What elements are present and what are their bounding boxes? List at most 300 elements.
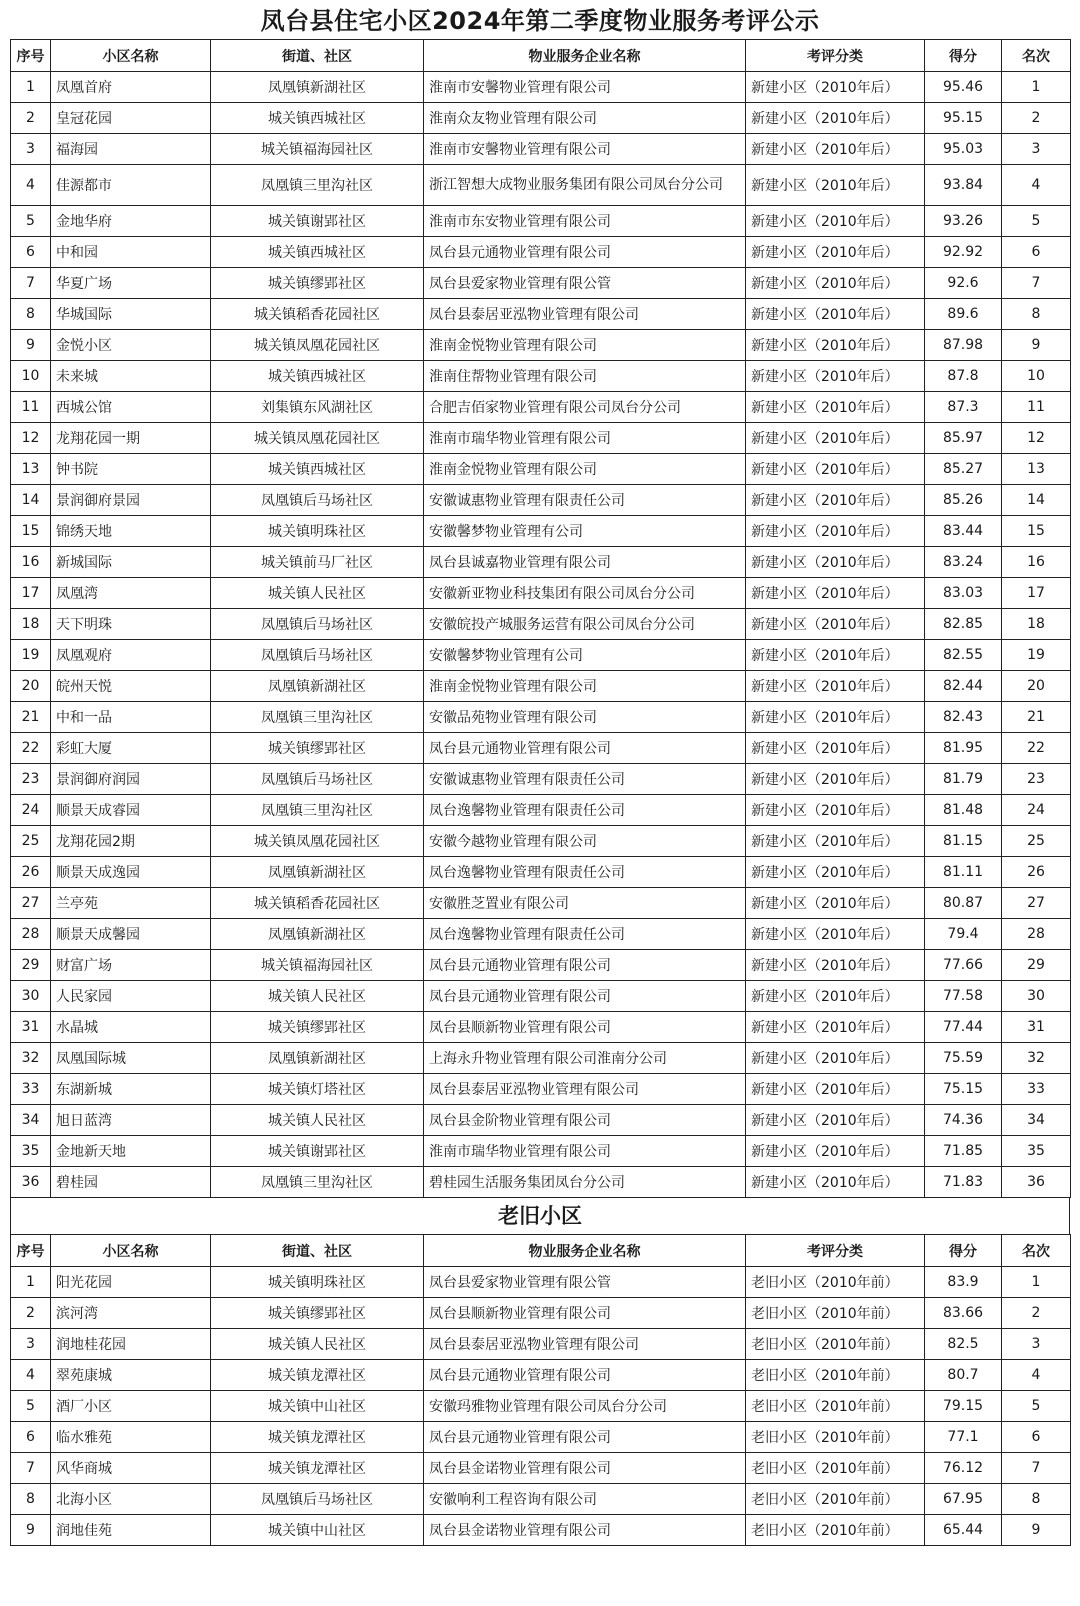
cell-no: 26 bbox=[11, 857, 51, 888]
cell-rank: 8 bbox=[1002, 299, 1071, 330]
table-row bbox=[11, 299, 1071, 330]
cell-name: 福海园 bbox=[51, 134, 211, 165]
table-row bbox=[11, 1422, 1071, 1453]
page-title: 凤台县住宅小区2024年第二季度物业服务考评公示 bbox=[260, 7, 820, 35]
cell-rank: 7 bbox=[1002, 268, 1071, 299]
cell-company: 安徽新亚物业科技集团有限公司凤台分公司 bbox=[424, 578, 746, 609]
cell-no: 1 bbox=[11, 1267, 51, 1298]
cell-category: 新建小区（2010年后） bbox=[746, 165, 925, 206]
cell-no: 17 bbox=[11, 578, 51, 609]
cell-rank: 6 bbox=[1002, 237, 1071, 268]
cell-no: 27 bbox=[11, 888, 51, 919]
cell-street: 城关镇人民社区 bbox=[211, 1329, 424, 1360]
cell-company: 凤台县泰居亚泓物业管理有限公司 bbox=[424, 299, 746, 330]
cell-name: 龙翔花园2期 bbox=[51, 826, 211, 857]
header-company: 物业服务企业名称 bbox=[424, 1235, 746, 1267]
cell-rank: 13 bbox=[1002, 454, 1071, 485]
cell-name: 阳光花园 bbox=[51, 1267, 211, 1298]
cell-category: 老旧小区（2010年前） bbox=[746, 1484, 925, 1515]
cell-company: 凤台县泰居亚泓物业管理有限公司 bbox=[424, 1329, 746, 1360]
cell-street: 城关镇福海园社区 bbox=[211, 134, 424, 165]
cell-rank: 23 bbox=[1002, 764, 1071, 795]
cell-no: 20 bbox=[11, 671, 51, 702]
cell-category: 新建小区（2010年后） bbox=[746, 1012, 925, 1043]
table-row bbox=[11, 919, 1071, 950]
cell-score: 92.6 bbox=[925, 268, 1002, 299]
cell-no: 11 bbox=[11, 392, 51, 423]
header-score: 得分 bbox=[925, 40, 1002, 72]
cell-no: 2 bbox=[11, 1298, 51, 1329]
cell-score: 85.27 bbox=[925, 454, 1002, 485]
table-row bbox=[11, 206, 1071, 237]
cell-company: 淮南金悦物业管理有限公司 bbox=[424, 671, 746, 702]
cell-no: 8 bbox=[11, 1484, 51, 1515]
cell-category: 老旧小区（2010年前） bbox=[746, 1360, 925, 1391]
header-category: 考评分类 bbox=[746, 40, 925, 72]
header-rank: 名次 bbox=[1002, 40, 1071, 72]
cell-rank: 32 bbox=[1002, 1043, 1071, 1074]
table-row bbox=[11, 516, 1071, 547]
cell-score: 65.44 bbox=[925, 1515, 1002, 1546]
cell-name: 润地佳苑 bbox=[51, 1515, 211, 1546]
table-row bbox=[11, 237, 1071, 268]
cell-no: 35 bbox=[11, 1136, 51, 1167]
new-communities-table bbox=[10, 39, 1071, 1198]
cell-name: 新城国际 bbox=[51, 547, 211, 578]
cell-no: 18 bbox=[11, 609, 51, 640]
cell-score: 93.26 bbox=[925, 206, 1002, 237]
cell-score: 82.5 bbox=[925, 1329, 1002, 1360]
cell-name: 彩虹大厦 bbox=[51, 733, 211, 764]
cell-name: 未来城 bbox=[51, 361, 211, 392]
cell-street: 城关镇西城社区 bbox=[211, 103, 424, 134]
cell-street: 城关镇中山社区 bbox=[211, 1391, 424, 1422]
cell-street: 凤凰镇后马场社区 bbox=[211, 485, 424, 516]
cell-rank: 2 bbox=[1002, 1298, 1071, 1329]
cell-score: 83.66 bbox=[925, 1298, 1002, 1329]
cell-category: 新建小区（2010年后） bbox=[746, 609, 925, 640]
cell-no: 6 bbox=[11, 237, 51, 268]
cell-rank: 4 bbox=[1002, 165, 1071, 206]
cell-street: 城关镇缪郢社区 bbox=[211, 1012, 424, 1043]
cell-no: 34 bbox=[11, 1105, 51, 1136]
cell-category: 新建小区（2010年后） bbox=[746, 330, 925, 361]
cell-name: 顺景天成睿园 bbox=[51, 795, 211, 826]
cell-no: 9 bbox=[11, 330, 51, 361]
cell-score: 85.97 bbox=[925, 423, 1002, 454]
table-row bbox=[11, 1360, 1071, 1391]
cell-score: 95.46 bbox=[925, 72, 1002, 103]
cell-no: 33 bbox=[11, 1074, 51, 1105]
cell-no: 7 bbox=[11, 268, 51, 299]
table-row bbox=[11, 764, 1071, 795]
cell-name: 华城国际 bbox=[51, 299, 211, 330]
cell-category: 新建小区（2010年后） bbox=[746, 950, 925, 981]
cell-name: 临水雅苑 bbox=[51, 1422, 211, 1453]
cell-score: 71.83 bbox=[925, 1167, 1002, 1198]
cell-company: 凤台逸馨物业管理有限责任公司 bbox=[424, 857, 746, 888]
cell-street: 城关镇凤凰花园社区 bbox=[211, 330, 424, 361]
cell-name: 金悦小区 bbox=[51, 330, 211, 361]
cell-company: 碧桂园生活服务集团凤台分公司 bbox=[424, 1167, 746, 1198]
table-header-row bbox=[11, 40, 1071, 72]
cell-no: 19 bbox=[11, 640, 51, 671]
cell-score: 83.44 bbox=[925, 516, 1002, 547]
cell-no: 10 bbox=[11, 361, 51, 392]
cell-score: 79.4 bbox=[925, 919, 1002, 950]
cell-name: 景润御府景园 bbox=[51, 485, 211, 516]
cell-street: 凤凰镇新湖社区 bbox=[211, 1043, 424, 1074]
cell-street: 城关镇谢郢社区 bbox=[211, 1136, 424, 1167]
cell-company: 淮南众友物业管理有限公司 bbox=[424, 103, 746, 134]
cell-street: 凤凰镇新湖社区 bbox=[211, 671, 424, 702]
cell-street: 凤凰镇后马场社区 bbox=[211, 609, 424, 640]
cell-score: 77.66 bbox=[925, 950, 1002, 981]
cell-name: 翠苑康城 bbox=[51, 1360, 211, 1391]
cell-category: 新建小区（2010年后） bbox=[746, 764, 925, 795]
cell-category: 新建小区（2010年后） bbox=[746, 299, 925, 330]
cell-company: 凤台县金诺物业管理有限公司 bbox=[424, 1453, 746, 1484]
cell-company: 安徽诚惠物业管理有限责任公司 bbox=[424, 764, 746, 795]
header-category: 考评分类 bbox=[746, 1235, 925, 1267]
table-row bbox=[11, 134, 1071, 165]
cell-company: 安徽品苑物业管理有限公司 bbox=[424, 702, 746, 733]
cell-name: 碧桂园 bbox=[51, 1167, 211, 1198]
table-row bbox=[11, 857, 1071, 888]
cell-street: 城关镇福海园社区 bbox=[211, 950, 424, 981]
cell-name: 人民家园 bbox=[51, 981, 211, 1012]
cell-category: 新建小区（2010年后） bbox=[746, 237, 925, 268]
cell-category: 新建小区（2010年后） bbox=[746, 826, 925, 857]
cell-rank: 4 bbox=[1002, 1360, 1071, 1391]
cell-company: 淮南市东安物业管理有限公司 bbox=[424, 206, 746, 237]
table-row bbox=[11, 361, 1071, 392]
cell-name: 风华商城 bbox=[51, 1453, 211, 1484]
cell-category: 新建小区（2010年后） bbox=[746, 1074, 925, 1105]
cell-no: 31 bbox=[11, 1012, 51, 1043]
cell-no: 3 bbox=[11, 1329, 51, 1360]
cell-score: 82.85 bbox=[925, 609, 1002, 640]
table-row bbox=[11, 1484, 1071, 1515]
cell-category: 新建小区（2010年后） bbox=[746, 423, 925, 454]
cell-score: 83.9 bbox=[925, 1267, 1002, 1298]
cell-company: 淮南市瑞华物业管理有限公司 bbox=[424, 1136, 746, 1167]
cell-street: 凤凰镇后马场社区 bbox=[211, 764, 424, 795]
cell-category: 新建小区（2010年后） bbox=[746, 72, 925, 103]
cell-score: 75.59 bbox=[925, 1043, 1002, 1074]
cell-rank: 1 bbox=[1002, 72, 1071, 103]
header-name: 小区名称 bbox=[51, 1235, 211, 1267]
cell-street: 城关镇谢郢社区 bbox=[211, 206, 424, 237]
cell-rank: 12 bbox=[1002, 423, 1071, 454]
cell-company: 安徽诚惠物业管理有限责任公司 bbox=[424, 485, 746, 516]
cell-no: 13 bbox=[11, 454, 51, 485]
cell-name: 西城公馆 bbox=[51, 392, 211, 423]
cell-name: 兰亭苑 bbox=[51, 888, 211, 919]
cell-name: 凤凰国际城 bbox=[51, 1043, 211, 1074]
table-row bbox=[11, 1074, 1071, 1105]
cell-name: 凤凰观府 bbox=[51, 640, 211, 671]
cell-rank: 35 bbox=[1002, 1136, 1071, 1167]
cell-company: 凤台县爱家物业管理有限公管 bbox=[424, 268, 746, 299]
cell-score: 81.95 bbox=[925, 733, 1002, 764]
cell-category: 新建小区（2010年后） bbox=[746, 1043, 925, 1074]
cell-street: 城关镇稻香花园社区 bbox=[211, 888, 424, 919]
cell-street: 城关镇西城社区 bbox=[211, 237, 424, 268]
cell-rank: 33 bbox=[1002, 1074, 1071, 1105]
cell-company: 安徽皖投产城服务运营有限公司凤台分公司 bbox=[424, 609, 746, 640]
cell-rank: 6 bbox=[1002, 1422, 1071, 1453]
cell-company: 凤台县金阶物业管理有限公司 bbox=[424, 1105, 746, 1136]
cell-street: 凤凰镇新湖社区 bbox=[211, 72, 424, 103]
cell-score: 82.43 bbox=[925, 702, 1002, 733]
cell-rank: 27 bbox=[1002, 888, 1071, 919]
cell-category: 老旧小区（2010年前） bbox=[746, 1329, 925, 1360]
cell-name: 水晶城 bbox=[51, 1012, 211, 1043]
header-company: 物业服务企业名称 bbox=[424, 40, 746, 72]
cell-category: 新建小区（2010年后） bbox=[746, 1167, 925, 1198]
cell-no: 7 bbox=[11, 1453, 51, 1484]
cell-no: 22 bbox=[11, 733, 51, 764]
cell-company: 安徽玛雅物业管理有限公司凤台分公司 bbox=[424, 1391, 746, 1422]
cell-rank: 5 bbox=[1002, 206, 1071, 237]
cell-name: 顺景天成逸园 bbox=[51, 857, 211, 888]
cell-company: 凤台县泰居亚泓物业管理有限公司 bbox=[424, 1074, 746, 1105]
cell-name: 皇冠花园 bbox=[51, 103, 211, 134]
cell-street: 凤凰镇后马场社区 bbox=[211, 1484, 424, 1515]
cell-company: 淮南住帮物业管理有限公司 bbox=[424, 361, 746, 392]
cell-score: 82.44 bbox=[925, 671, 1002, 702]
cell-category: 新建小区（2010年后） bbox=[746, 888, 925, 919]
header-score: 得分 bbox=[925, 1235, 1002, 1267]
table-row bbox=[11, 1391, 1071, 1422]
cell-street: 刘集镇东风湖社区 bbox=[211, 392, 424, 423]
header-no: 序号 bbox=[11, 40, 51, 72]
cell-rank: 21 bbox=[1002, 702, 1071, 733]
cell-street: 城关镇缪郢社区 bbox=[211, 1298, 424, 1329]
cell-score: 77.1 bbox=[925, 1422, 1002, 1453]
cell-street: 城关镇人民社区 bbox=[211, 981, 424, 1012]
cell-street: 凤凰镇新湖社区 bbox=[211, 857, 424, 888]
cell-company: 凤台县元通物业管理有限公司 bbox=[424, 981, 746, 1012]
table-row bbox=[11, 1043, 1071, 1074]
table-row bbox=[11, 1298, 1071, 1329]
cell-company: 淮南金悦物业管理有限公司 bbox=[424, 330, 746, 361]
cell-score: 89.6 bbox=[925, 299, 1002, 330]
cell-score: 80.7 bbox=[925, 1360, 1002, 1391]
cell-company: 凤台县元通物业管理有限公司 bbox=[424, 1360, 746, 1391]
cell-company: 凤台县顺新物业管理有限公司 bbox=[424, 1012, 746, 1043]
cell-no: 15 bbox=[11, 516, 51, 547]
cell-score: 82.55 bbox=[925, 640, 1002, 671]
cell-no: 24 bbox=[11, 795, 51, 826]
table-row bbox=[11, 578, 1071, 609]
cell-score: 87.8 bbox=[925, 361, 1002, 392]
cell-score: 81.48 bbox=[925, 795, 1002, 826]
cell-no: 6 bbox=[11, 1422, 51, 1453]
cell-name: 龙翔花园一期 bbox=[51, 423, 211, 454]
table-row bbox=[11, 702, 1071, 733]
cell-company: 安徽响利工程咨询有限公司 bbox=[424, 1484, 746, 1515]
cell-name: 锦绣天地 bbox=[51, 516, 211, 547]
cell-rank: 36 bbox=[1002, 1167, 1071, 1198]
cell-street: 城关镇前马厂社区 bbox=[211, 547, 424, 578]
cell-score: 85.26 bbox=[925, 485, 1002, 516]
cell-company: 上海永升物业管理有限公司淮南分公司 bbox=[424, 1043, 746, 1074]
table-row bbox=[11, 640, 1071, 671]
cell-rank: 1 bbox=[1002, 1267, 1071, 1298]
cell-score: 77.58 bbox=[925, 981, 1002, 1012]
cell-category: 新建小区（2010年后） bbox=[746, 733, 925, 764]
cell-no: 36 bbox=[11, 1167, 51, 1198]
table-row bbox=[11, 733, 1071, 764]
cell-name: 景润御府润园 bbox=[51, 764, 211, 795]
cell-rank: 3 bbox=[1002, 134, 1071, 165]
cell-score: 93.84 bbox=[925, 165, 1002, 206]
cell-street: 凤凰镇三里沟社区 bbox=[211, 1167, 424, 1198]
cell-name: 金地新天地 bbox=[51, 1136, 211, 1167]
cell-category: 新建小区（2010年后） bbox=[746, 103, 925, 134]
cell-name: 财富广场 bbox=[51, 950, 211, 981]
cell-no: 16 bbox=[11, 547, 51, 578]
cell-street: 城关镇凤凰花园社区 bbox=[211, 826, 424, 857]
cell-rank: 8 bbox=[1002, 1484, 1071, 1515]
cell-category: 老旧小区（2010年前） bbox=[746, 1391, 925, 1422]
cell-street: 城关镇龙潭社区 bbox=[211, 1360, 424, 1391]
cell-name: 中和园 bbox=[51, 237, 211, 268]
cell-category: 老旧小区（2010年前） bbox=[746, 1267, 925, 1298]
cell-score: 79.15 bbox=[925, 1391, 1002, 1422]
cell-score: 76.12 bbox=[925, 1453, 1002, 1484]
cell-no: 25 bbox=[11, 826, 51, 857]
cell-rank: 17 bbox=[1002, 578, 1071, 609]
section-title-old: 老旧小区 bbox=[10, 1198, 1070, 1234]
cell-company: 凤台逸馨物业管理有限责任公司 bbox=[424, 919, 746, 950]
cell-company: 凤台县元通物业管理有限公司 bbox=[424, 733, 746, 764]
header-rank: 名次 bbox=[1002, 1235, 1071, 1267]
cell-rank: 14 bbox=[1002, 485, 1071, 516]
cell-company: 凤台县元通物业管理有限公司 bbox=[424, 950, 746, 981]
cell-street: 城关镇明珠社区 bbox=[211, 1267, 424, 1298]
cell-score: 81.11 bbox=[925, 857, 1002, 888]
cell-street: 城关镇西城社区 bbox=[211, 454, 424, 485]
cell-rank: 11 bbox=[1002, 392, 1071, 423]
cell-street: 城关镇龙潭社区 bbox=[211, 1453, 424, 1484]
cell-name: 皖州天悦 bbox=[51, 671, 211, 702]
table-row bbox=[11, 454, 1071, 485]
cell-no: 32 bbox=[11, 1043, 51, 1074]
table-row bbox=[11, 103, 1071, 134]
cell-category: 新建小区（2010年后） bbox=[746, 516, 925, 547]
cell-name: 顺景天成馨园 bbox=[51, 919, 211, 950]
new-communities-body bbox=[11, 72, 1071, 1198]
cell-rank: 25 bbox=[1002, 826, 1071, 857]
cell-rank: 2 bbox=[1002, 103, 1071, 134]
cell-rank: 10 bbox=[1002, 361, 1071, 392]
cell-company: 浙江智想大成物业服务集团有限公司凤台分公司 bbox=[424, 165, 746, 206]
cell-rank: 22 bbox=[1002, 733, 1071, 764]
table-row bbox=[11, 547, 1071, 578]
cell-name: 旭日蓝湾 bbox=[51, 1105, 211, 1136]
table-row bbox=[11, 826, 1071, 857]
cell-company: 凤台县金诺物业管理有限公司 bbox=[424, 1515, 746, 1546]
table-row bbox=[11, 1105, 1071, 1136]
table-row bbox=[11, 671, 1071, 702]
cell-company: 安徽今越物业管理有限公司 bbox=[424, 826, 746, 857]
cell-name: 凤凰首府 bbox=[51, 72, 211, 103]
header-name: 小区名称 bbox=[51, 40, 211, 72]
cell-rank: 20 bbox=[1002, 671, 1071, 702]
cell-company: 安徽馨梦物业管理有公司 bbox=[424, 640, 746, 671]
cell-score: 87.98 bbox=[925, 330, 1002, 361]
header-no: 序号 bbox=[11, 1235, 51, 1267]
cell-name: 钟书院 bbox=[51, 454, 211, 485]
cell-category: 新建小区（2010年后） bbox=[746, 361, 925, 392]
cell-street: 凤凰镇后马场社区 bbox=[211, 640, 424, 671]
cell-rank: 9 bbox=[1002, 330, 1071, 361]
table-row bbox=[11, 72, 1071, 103]
cell-score: 74.36 bbox=[925, 1105, 1002, 1136]
table-row bbox=[11, 1136, 1071, 1167]
cell-rank: 3 bbox=[1002, 1329, 1071, 1360]
cell-name: 润地桂花园 bbox=[51, 1329, 211, 1360]
cell-street: 城关镇缪郢社区 bbox=[211, 733, 424, 764]
cell-score: 83.03 bbox=[925, 578, 1002, 609]
table-row bbox=[11, 1167, 1071, 1198]
cell-company: 淮南金悦物业管理有限公司 bbox=[424, 454, 746, 485]
cell-rank: 30 bbox=[1002, 981, 1071, 1012]
table-row bbox=[11, 165, 1071, 206]
cell-no: 5 bbox=[11, 1391, 51, 1422]
cell-no: 28 bbox=[11, 919, 51, 950]
cell-company: 安徽胜芝置业有限公司 bbox=[424, 888, 746, 919]
cell-category: 新建小区（2010年后） bbox=[746, 485, 925, 516]
cell-street: 城关镇灯塔社区 bbox=[211, 1074, 424, 1105]
cell-rank: 34 bbox=[1002, 1105, 1071, 1136]
cell-company: 凤台县顺新物业管理有限公司 bbox=[424, 1298, 746, 1329]
cell-no: 23 bbox=[11, 764, 51, 795]
cell-category: 新建小区（2010年后） bbox=[746, 268, 925, 299]
cell-street: 凤凰镇三里沟社区 bbox=[211, 702, 424, 733]
cell-company: 凤台逸馨物业管理有限责任公司 bbox=[424, 795, 746, 826]
cell-category: 新建小区（2010年后） bbox=[746, 1136, 925, 1167]
cell-score: 80.87 bbox=[925, 888, 1002, 919]
cell-street: 城关镇明珠社区 bbox=[211, 516, 424, 547]
cell-category: 新建小区（2010年后） bbox=[746, 1105, 925, 1136]
table-row bbox=[11, 1515, 1071, 1546]
cell-company: 淮南市瑞华物业管理有限公司 bbox=[424, 423, 746, 454]
cell-no: 8 bbox=[11, 299, 51, 330]
table-row bbox=[11, 392, 1071, 423]
cell-street: 城关镇西城社区 bbox=[211, 361, 424, 392]
cell-no: 29 bbox=[11, 950, 51, 981]
cell-category: 新建小区（2010年后） bbox=[746, 857, 925, 888]
cell-rank: 7 bbox=[1002, 1453, 1071, 1484]
cell-no: 2 bbox=[11, 103, 51, 134]
table-row bbox=[11, 485, 1071, 516]
cell-score: 87.3 bbox=[925, 392, 1002, 423]
cell-rank: 16 bbox=[1002, 547, 1071, 578]
cell-category: 新建小区（2010年后） bbox=[746, 392, 925, 423]
cell-score: 95.03 bbox=[925, 134, 1002, 165]
cell-no: 4 bbox=[11, 1360, 51, 1391]
cell-no: 12 bbox=[11, 423, 51, 454]
cell-street: 城关镇人民社区 bbox=[211, 578, 424, 609]
cell-company: 淮南市安馨物业管理有限公司 bbox=[424, 134, 746, 165]
cell-street: 凤凰镇新湖社区 bbox=[211, 919, 424, 950]
cell-name: 北海小区 bbox=[51, 1484, 211, 1515]
cell-score: 81.15 bbox=[925, 826, 1002, 857]
